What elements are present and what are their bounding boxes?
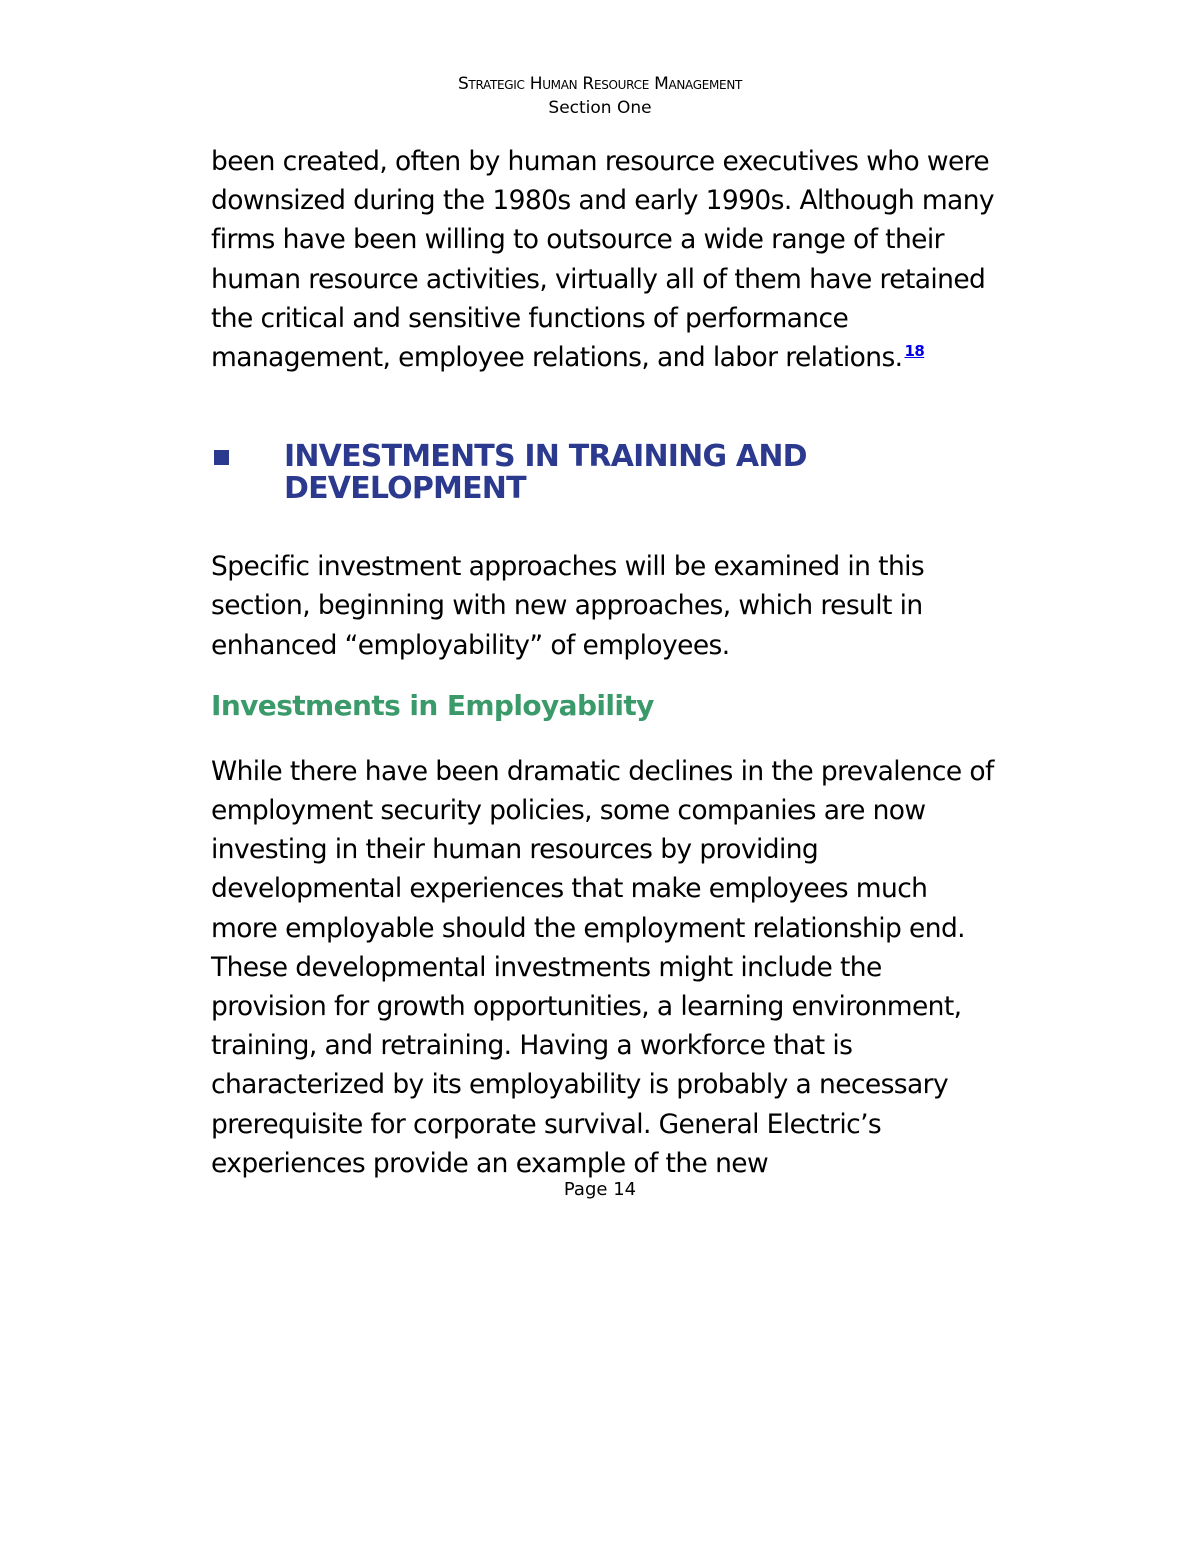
running-header (0, 72, 1200, 120)
body-paragraph-3: While there have been dramatic declines in the prevalence of employment security policies, some companies are now investing in their human resources by providing developmental experiences that make employees much more employable should the employment relationship end. These developmental investments might include the provision for growth opportunities, a learning environment, training, and retraining. Having a workforce that is characterized by its employability is probably a necessary prerequisite for corporate survival. General Electric’s experiences provide an example of the new (211, 755, 994, 1179)
footnote-link-18[interactable]: 18 (904, 342, 925, 361)
square-bullet-icon (214, 450, 229, 465)
header-title: Strategic Human Resource Management (457, 74, 743, 94)
section-heading-text: INVESTMENTS IN TRAINING AND DEVELOPMENT (284, 439, 807, 507)
section-heading (211, 441, 1001, 505)
page-content (211, 142, 1001, 1183)
page-number: Page 14 (563, 1179, 637, 1200)
header-section: Section One (548, 98, 652, 118)
subsection-heading: Investments in Employability (211, 688, 654, 722)
body-paragraph-2: Specific investment approaches will be examined in this section, beginning with new approaches, which result in enhanced “employability” of employees. (211, 551, 925, 661)
body-paragraph-1 (211, 142, 1001, 377)
paragraph-1-text: been created, often by human resource executives who were downsized during the 1980s and early 1990s. Although many firms have been willing to outsource a wide range of their human resource activities, virtually all of them have retained the critical and sensitive functions of performance management, employee relations, and labor relations. (211, 146, 994, 374)
